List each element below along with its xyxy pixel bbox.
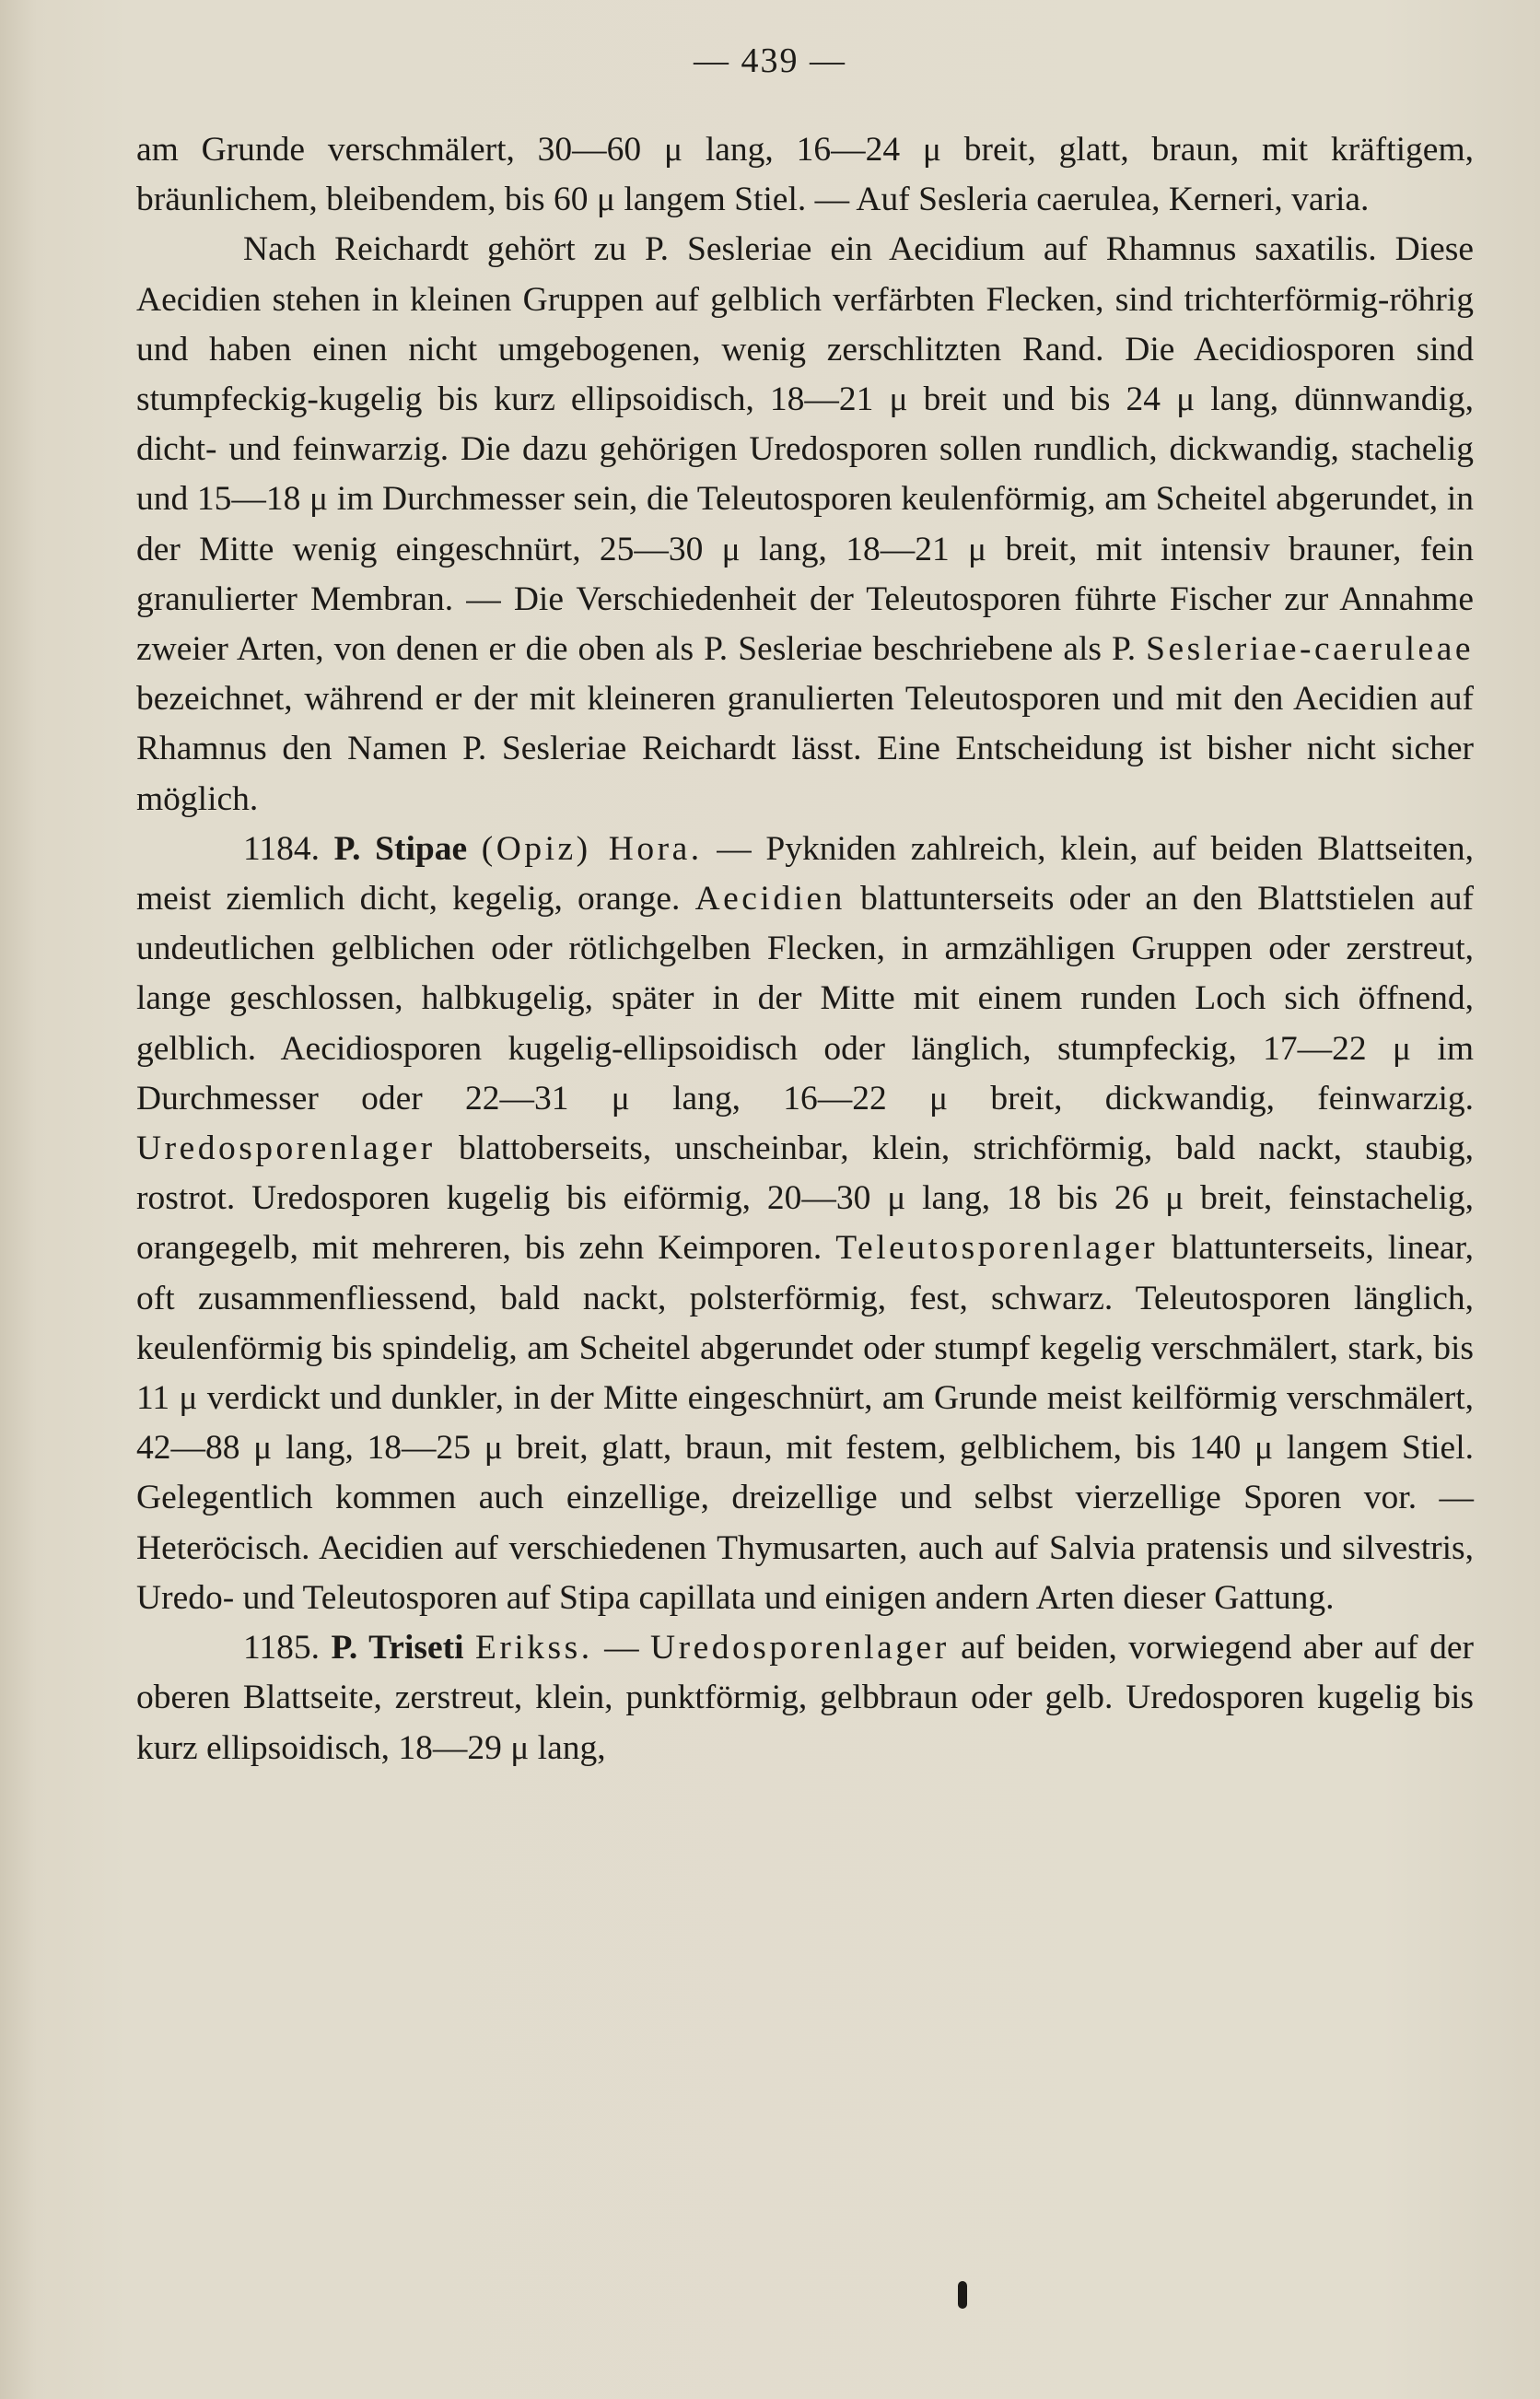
paragraph-reichardt-note [136, 225, 1474, 824]
species-name: P. Triseti [331, 1629, 464, 1668]
spaced-term: Teleutosporenlager [835, 1229, 1159, 1268]
species-authority: (Opiz) Hora. [481, 829, 703, 868]
text-run: Nach Reichardt gehört zu P. Sesleriae ein Aecidium auf Rhamnus saxatilis. Diese Aecidien stehen in kleinen Gruppen auf gelblich verfärbten Flecken, sind trichterförmig-röhrig und haben einen nicht umgebogenen, wenig zerschlitzten Rand. Die Aecidiosporen sind stumpfeckig-kugelig bis kurz ellipsoidisch, 18—21 μ breit und bis 24 μ lang, dünnwandig, dicht- und feinwarzig. Die dazu gehörigen Uredosporen sollen rundlich, dickwandig, stachelig und 15—18 μ im Durchmesser sein, die Teleutosporen keulenförmig, am Scheitel abgerundet, in der Mitte wenig eingeschnürt, 25—30 μ lang, 18—21 μ breit, mit intensiv brauner, fein granulierter Membran. — Die Verschiedenheit der Teleutosporen führte Fischer zur Annahme zweier Arten, von denen er die oben als P. Sesleriae beschriebene als P. [136, 230, 1474, 669]
text-run: — Pykniden zahlreich, klein, auf beiden Blattseiten, meist ziemlich dicht, kegelig, orange. [136, 829, 1475, 919]
page-number: — 439 — [694, 41, 846, 80]
text-run: blattunterseits, linear, oft zusammenfliessend, bald nackt, polsterförmig, fest, schwarz. Teleutosporen länglich, keulenförmig bis spindelig, am Scheitel abgerundet oder stumpf kegelig verschmälert, stark, bis 11 μ verdickt und dunkler, in der Mitte eingeschnürt, am Grunde meist keilförmig verschmälert, 42—88 μ lang, 18—25 μ breit, glatt, braun, mit festem, gelblichem, bis 140 μ langem Stiel. Gelegentlich kommen auch einzellige, dreizellige und selbst vierzellige Sporen vor. — Heteröcisch. Aecidien auf verschiedenen Thymusarten, auch auf Salvia pratensis und silvestris, Uredo- und Teleutosporen auf Stipa capillata und einigen andern Arten dieser Gattung. [136, 1229, 1474, 1617]
spaced-term: Uredosporenlager [650, 1629, 950, 1668]
text-run: blattunterseits oder an den Blattstielen auf undeutlichen gelblichen oder rötlichgelben Flecken, in armzähligen Gruppen oder zerstreut, lange geschlossen, halbkugelig, später in der Mitte mit einem runden Loch sich öffnend, gelblich. Aecidiosporen kugelig-ellipsoidisch oder länglich, stumpfeckig, 17—22 μ im Durchmesser oder 22—31 μ lang, 16—22 μ breit, dickwandig, feinwarzig. [136, 880, 1474, 1118]
text-run: — [604, 1629, 639, 1668]
species-name: P. Stipae [333, 829, 468, 868]
entry-1184 [136, 825, 1474, 1623]
text-run: bezeichnet, während er der mit kleineren granulierten Teleutosporen und mit den Aecidien auf Rhamnus den Namen P. Sesleriae Reichardt lässt. Eine Entscheidung ist bisher nicht sicher möglich. [136, 680, 1474, 818]
entry-1185 [136, 1623, 1474, 1773]
page-body [136, 125, 1474, 1773]
spaced-species-name: Sesleriae-caeruleae [1146, 630, 1474, 669]
ink-speck [958, 2281, 967, 2309]
paragraph-continuation: am Grunde verschmälert, 30—60 μ lang, 16—24 μ breit, glatt, braun, mit kräftigem, bräunlichem, bleibendem, bis 60 μ langem Stiel. — Auf Sesleria caerulea, Kerneri, varia. [136, 131, 1474, 219]
text-run: auf beiden, vorwiegend aber auf der oberen Blattseite, zerstreut, klein, punktförmig, gelbbraun oder gelb. Uredosporen kugelig bis kurz ellipsoidisch, 18—29 μ lang, [136, 1629, 1475, 1767]
entry-number: 1185. [243, 1629, 320, 1668]
text-run: blattoberseits, unscheinbar, klein, strichförmig, bald nackt, staubig, rostrot. Uredosporen kugelig bis eiförmig, 20—30 μ lang, 18 bis 26 μ breit, feinstachelig, orangegelb, mit mehreren, bis zehn Keimporen. [136, 1129, 1475, 1268]
species-authority: Erikss. [474, 1629, 593, 1668]
spaced-term: Aecidien [694, 880, 846, 919]
entry-number: 1184. [243, 829, 320, 868]
spaced-term: Uredosporenlager [136, 1129, 436, 1168]
